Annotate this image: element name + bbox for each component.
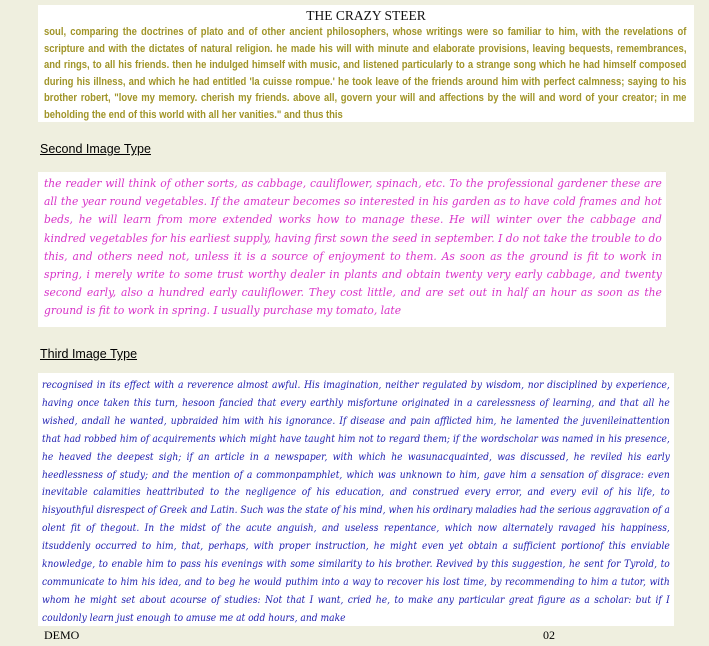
third-image-type-heading: Third Image Type xyxy=(40,347,138,361)
footer-demo-label: DEMO xyxy=(44,628,80,642)
second-image-sample xyxy=(38,172,666,327)
first-image-text: soul, comparing the doctrines of plato and of other ancient philosophers, whose writings were so familiar to him, with the revelations of scripture and with the dictates of natural religion. he made his will with minute and elaborate provisions, leaving bequests, remembrances, and rings, to all his friends. then he indulged himself with music, and listened particularly to a strange song which he had himself composed during his illness, and which he had entitled 'la cuisse rompue.' he took leave of the friends around him with perfect calmness; saying to his brother robert, "love my memory. cherish my friends. above all, govern your will and affections by the will and word of your creator; in me beholding the end of this world with all her vanities." and thus this xyxy=(44,26,687,121)
third-image-text: recognised in its effect with a reverence almost awful. His imagination, neither regulated by wisdom, nor disciplined by experience, having once taken this turn, hesoon fancied that every earthly misfortune originated in a carelessness of learning, and that all he wished, andall he wanted, upbraided him with his ignorance. If disease and pain afflicted him, he lamented the juvenileinattention that had robbed him of acquirements which might have taught him not to regard them; if the wordscholar was named in his presence, he heaved the deepest sigh; if an article in a newspaper, with which he wasunacquainted, was discussed, he reviled his early heedlessness of study; and the mention of a commonpamphlet, which was unknown to him, gave him a sensation of disgrace: even inevitable calamities heattributed to the negligence of his education, and construed every error, and every evil of his life, to hisyouthful disrespect of Greek and Latin. Such was the state of his mind, when his ordinary maladies had the serious aggravation of a olent fit of thegout. In the midst of the acute anguish, and useless repentance, which now alternately ravaged his happiness, itsuddenly occurred to him, that, perhaps, with proper instruction, he might even yet obtain a sufficient portionof this enviable knowledge, to enable him to pass his evenings with some similarity to his brother. Revived by this suggestion, he sent for Tyrold, to communicate to him his idea, and to beg he would puthim into a way to recover his lost time, by recommending to him a tutor, with whom he might set about acourse of studies: Not that I want, cried he, to make any particular great figure as a scholar: but if I couldonly learn just enough to amuse me at odd hours, and make xyxy=(42,379,670,624)
second-image-text: the reader will think of other sorts, as cabbage, cauliflower, spinach, etc. To the professional gardener these are all the year round vegetables. If the amateur becomes so interested in his garden as to have cold frames and hot beds, he will learn from more extended works how to manage these. He will winter over the cabbage and kindred vegetables for his earliest supply, having first sown the seed in september. I do not take the trouble to do this, and others need not, unless it is a source of enjoyment to them. As soon as the ground is fit to work in spring, i merely write to some trust worthy dealer in plants and obtain twenty very early cabbage, and twenty second early, also a hundred early cauliflower. They cost little, and are set out in half an hour as soon as the ground is fit to work in spring. I usually purchase my tomato, late xyxy=(44,176,662,318)
page-number: 02 xyxy=(543,628,555,642)
third-image-sample xyxy=(38,373,674,626)
first-image-sample xyxy=(38,5,694,122)
second-image-type-heading: Second Image Type xyxy=(40,142,151,156)
page-title: THE CRAZY STEER xyxy=(306,8,426,23)
